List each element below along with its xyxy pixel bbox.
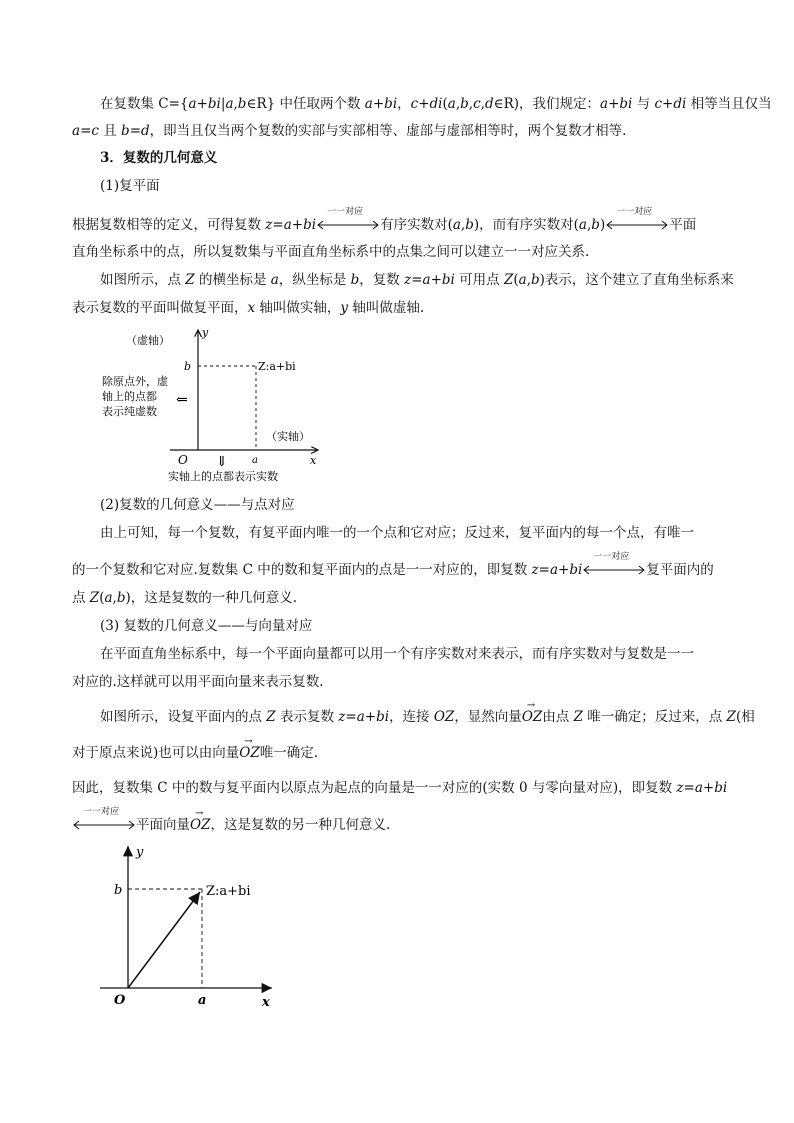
vector-oz-arrow bbox=[128, 892, 200, 988]
subheading-point-correspondence: (2)复数的几何意义——与点对应 bbox=[100, 497, 295, 513]
y-axis-label: y bbox=[202, 326, 209, 339]
subheading-complex-plane: (1)复平面 bbox=[100, 178, 160, 194]
left-arrow-icon: ⇐ bbox=[176, 392, 188, 408]
one-to-one-arrow: 一一对应 bbox=[73, 815, 135, 835]
paragraph-vector-line1: 在平面直角坐标系中，每一个平面向量都可以用一个有序实数对来表示，而有序实数对与复数是一一 bbox=[100, 646, 694, 662]
vector-oz: → OZ bbox=[190, 815, 210, 835]
left-note-line1: 除原点外，虚 bbox=[102, 375, 168, 388]
b-tick-label: b bbox=[114, 883, 123, 898]
real-axis-label: （实轴） bbox=[266, 430, 310, 443]
one-to-one-arrow: 一一对应 bbox=[317, 215, 379, 235]
left-note-line3: 表示纯虚数 bbox=[102, 405, 157, 418]
a-tick-label: a bbox=[198, 993, 207, 1008]
one-to-one-arrow: 一一对应 bbox=[606, 215, 668, 235]
paragraph-vector-line2: 对应的.这样就可以用平面向量来表示复数. bbox=[72, 674, 324, 690]
paragraph-complex-equality-line1: 在复数集 C={a+bi|a,b∈R} 中任取两个数 a+bi，c+di(a,b,c,d∈R)，我们规定：a+bi 与 c+di 相等当且仅当 bbox=[100, 96, 772, 112]
x-axis-label: x bbox=[262, 995, 270, 1010]
paragraph-complex-equality-line2: a=c 且 b=d，即当且仅当两个复数的实部与实部相等、虚部与虚部相等时，两个复数才相等. bbox=[72, 123, 627, 139]
one-to-one-arrow: 一一对应 bbox=[583, 560, 645, 580]
a-tick-label: a bbox=[252, 455, 258, 466]
vector-oz: → OZ bbox=[239, 743, 259, 763]
subheading-vector-correspondence: (3) 复数的几何意义——与向量对应 bbox=[100, 618, 313, 634]
paragraph-conclusion-line2: 一一对应 平面向量→ OZ，这是复数的另一种几何意义. bbox=[72, 815, 390, 835]
paragraph-point-line3: 点 Z(a,b)，这是复数的一种几何意义. bbox=[72, 590, 298, 606]
b-tick-label: b bbox=[184, 360, 192, 373]
x-axis-label: x bbox=[310, 454, 317, 467]
y-axis-label: y bbox=[136, 845, 144, 860]
imag-axis-label: （虚轴） bbox=[126, 334, 170, 347]
paragraph-complex-plane-line1: 根据复数相等的定义，可得复数 z=a+bi 一一对应 有序实数对(a,b)，而有序实数对(a,b) 一一对应 平面 bbox=[72, 207, 697, 233]
paragraph-oz-line2: 对于原点来说)也可以由向量→ OZ唯一确定. bbox=[72, 743, 318, 763]
paragraph-point-line1: 由上可知，每一个复数，有复平面内唯一的一个点和它对应；反过来，复平面内的每一个点，有唯一 bbox=[100, 525, 694, 541]
vector-oz: → OZ bbox=[522, 707, 542, 727]
left-note-line2: 轴上的点都 bbox=[102, 390, 157, 403]
paragraph-point-z-line1: 如图所示，点 Z 的横坐标是 a，纵坐标是 b，复数 z=a+bi 可用点 Z(a,b)表示，这个建立了直角坐标系来 bbox=[100, 272, 734, 288]
paragraph-point-line2: 的一个复数和它对应.复数集 C 中的数和复平面内的点是一一对应的，即复数 z=a+bi 一一对应 复平面内的 bbox=[72, 552, 714, 578]
paragraph-oz-line1: 如图所示，设复平面内的点 Z 表示复数 z=a+bi，连接 OZ，显然向量→ OZ由点 Z 唯一确定；反过来，点 Z(相 bbox=[100, 707, 755, 727]
origin-label: O bbox=[114, 993, 126, 1008]
origin-label: O bbox=[178, 453, 188, 467]
point-z-label: Z:a+bi bbox=[206, 884, 251, 899]
paragraph-complex-plane-line2: 直角坐标系中的点，所以复数集与平面直角坐标系中的点集之间可以建立一一对应关系. bbox=[72, 244, 590, 260]
bottom-note: 实轴上的点都表示实数 bbox=[168, 470, 278, 483]
point-z-label: Z:a+bi bbox=[258, 360, 296, 373]
paragraph-point-z-line2: 表示复数的平面叫做复平面，x 轴叫做实轴，y 轴叫做虚轴. bbox=[72, 300, 425, 316]
down-arrow-icon: ⇓ bbox=[216, 454, 228, 470]
figure-complex-plane-diagram bbox=[90, 322, 330, 492]
paragraph-conclusion-line1: 因此，复数集 C 中的数与复平面内以原点为起点的向量是一一对应的(实数 0 与零向量对应)，即复数 z=a+bi bbox=[72, 780, 728, 796]
section-heading-geometric-meaning: 3．复数的几何意义 bbox=[100, 150, 218, 166]
figure-vector-diagram bbox=[96, 838, 286, 1013]
